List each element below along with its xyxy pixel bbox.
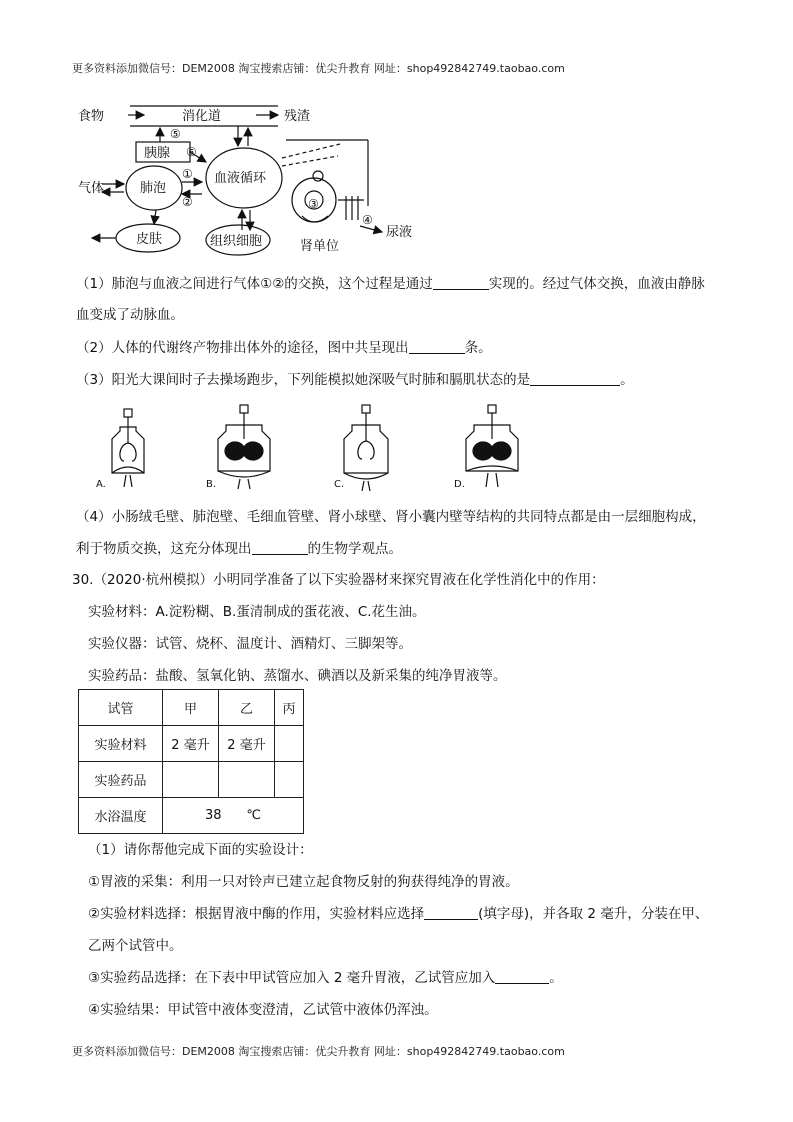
option-c-figure <box>344 405 388 491</box>
answer-blank-q2[interactable] <box>409 340 465 354</box>
answer-blank-q4[interactable] <box>252 541 308 555</box>
table-cell: 水浴温度 <box>79 798 163 834</box>
question-3: （3）阳光大课间时子去操场跑步，下列能模拟她深吸气时肺和膈肌状态的是 。 <box>76 372 634 388</box>
option-d-label[interactable]: D. <box>454 479 465 490</box>
page-footer: 更多资料添加微信号：DEM2008 淘宝搜索店铺：优尖升教育 网址：shop492842749.taobao.com <box>72 1045 565 1058</box>
diagram-pancreas: 胰腺 <box>144 146 171 161</box>
answer-blank-q1[interactable] <box>433 276 489 290</box>
diagram-digestive-tract: 消化道 <box>182 109 222 124</box>
option-a-label[interactable]: A. <box>96 479 106 490</box>
table-cell[interactable] <box>275 726 304 762</box>
experiment-table <box>78 689 304 834</box>
table-cell[interactable] <box>163 762 219 798</box>
diagram-label-5: ⑤ <box>170 127 181 141</box>
design-step-2-line-2: 乙两个试管中。 <box>88 938 183 954</box>
question-4-line-2: 利于物质交换，这充分体现出 的生物学观点。 <box>76 541 402 557</box>
diagram-gas: 气体 <box>78 181 105 196</box>
table-cell: 2 毫升 <box>219 726 275 762</box>
question-30-intro: 30.（2020·杭州模拟）小明同学准备了以下实验器材来探究胃液在化学性消化中的作用： <box>72 572 605 588</box>
table-header-bing: 丙 <box>275 690 304 726</box>
table-header-tube: 试管 <box>79 690 163 726</box>
diagram-label-4: ④ <box>362 213 373 227</box>
diagram-label-2: ② <box>182 195 193 209</box>
lung-model-options <box>90 395 530 495</box>
table-cell[interactable] <box>219 762 275 798</box>
table-header-jia: 甲 <box>163 690 219 726</box>
design-step-2-line-1: ②实验材料选择：根据胃液中酶的作用，实验材料应选择 (填字母)，并各取 2 毫升，分装在甲、 <box>88 906 709 922</box>
answer-blank-q3[interactable] <box>530 372 620 386</box>
answer-blank-material[interactable] <box>424 906 478 920</box>
option-b-figure <box>218 405 270 489</box>
diagram-label-6: ⑥ <box>186 145 197 159</box>
table-cell: 实验药品 <box>79 762 163 798</box>
answer-blank-reagent[interactable] <box>495 970 549 984</box>
design-title: （1）请你帮他完成下面的实验设计： <box>88 842 313 858</box>
q30-materials: 实验材料：A.淀粉糊、B.蛋清制成的蛋花液、C.花生油。 <box>88 604 426 620</box>
option-a-figure <box>112 409 144 487</box>
diagram-tissue-cells: 组织细胞 <box>210 234 263 249</box>
diagram-label-1: ① <box>182 167 193 181</box>
question-1-line-1: （1）肺泡与血液之间进行气体①②的交换，这个过程是通过 实现的。经过气体交换，血液由静脉 <box>76 276 705 292</box>
table-cell[interactable] <box>275 762 304 798</box>
design-step-1: ①胃液的采集：利用一只对铃声已建立起食物反射的狗获得纯净的胃液。 <box>88 874 519 890</box>
table-row <box>79 690 304 726</box>
q30-instruments: 实验仪器：试管、烧杯、温度计、酒精灯、三脚架等。 <box>88 636 412 652</box>
diagram-kidney-unit: 肾单位 <box>300 239 340 254</box>
diagram-urine: 尿液 <box>386 225 413 240</box>
q30-reagents: 实验药品：盐酸、氢氧化钠、蒸馏水、碘酒以及新采集的纯净胃液等。 <box>88 668 507 684</box>
page-header: 更多资料添加微信号：DEM2008 淘宝搜索店铺：优尖升教育 网址：shop492842749.taobao.com <box>72 62 565 75</box>
table-cell: 实验材料 <box>79 726 163 762</box>
diagram-blood-circulation: 血液循环 <box>214 171 267 186</box>
option-b-label[interactable]: B. <box>206 479 217 490</box>
diagram-label-3: ③ <box>308 197 319 211</box>
diagram-skin: 皮肤 <box>136 232 163 247</box>
question-1-line-2: 血变成了动脉血。 <box>76 307 184 323</box>
table-row <box>79 798 304 834</box>
question-4-line-1: （4）小肠绒毛壁、肺泡壁、毛细血管壁、肾小球壁、肾小囊内壁等结构的共同特点都是由一层细胞构成， <box>76 509 706 525</box>
table-row <box>79 762 304 798</box>
diagram-food: 食物 <box>78 109 105 124</box>
table-cell: 2 毫升 <box>163 726 219 762</box>
design-step-3: ③实验药品选择：在下表中甲试管应加入 2 毫升胃液，乙试管应加入 。 <box>88 970 563 986</box>
diagram-alveoli: 肺泡 <box>140 181 167 196</box>
circulation-diagram <box>78 96 418 256</box>
table-row <box>79 726 304 762</box>
option-d-figure <box>466 405 518 487</box>
question-2: （2）人体的代谢终产物排出体外的途径，图中共呈现出 条。 <box>76 340 492 356</box>
table-header-yi: 乙 <box>219 690 275 726</box>
design-step-4: ④实验结果：甲试管中液体变澄清，乙试管中液体仍浑浊。 <box>88 1002 438 1018</box>
diagram-residue: 残渣 <box>284 109 311 124</box>
option-c-label[interactable]: C. <box>334 479 345 490</box>
table-cell-temperature: 38 ℃ <box>163 798 304 834</box>
